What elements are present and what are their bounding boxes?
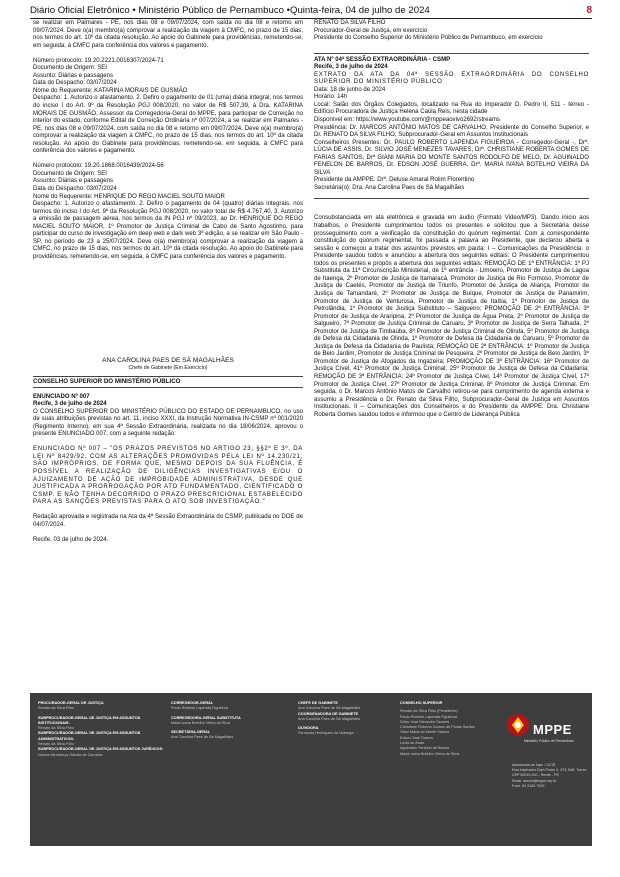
- approval-note: Redação aprovada e registrada na Ata da 4ª Sessão Extraordinária do CSMP, publicada no DOE de 04/07/2024.: [33, 514, 303, 528]
- institution-address: Assessoria de Impr. / UCID Rua Imperador Dom Pedro II, 473, Edif. Torres CEP 50010-240 - Recife - PE Email: ascom@mppe.mp.br Fone: 81 3182-7000: [512, 763, 587, 788]
- footer-item: SUBPROCURADOR-GERAL DE JUSTIÇA EM ASSUNTOS JURÍDICOS: Norma Mendonça Galvão de Carvalho: [38, 747, 164, 757]
- origin-document: Documento de Origem: SEI: [33, 170, 107, 177]
- minutes-body: Consubstanciada em ata eletrônica e gravada em áudio (Formato Video/MP3). Dando início aos trabalhos, o Presidente cumprimentou todos os presentes e solicitou que a Secretária desse prosseguimento com a verificação da constituição do quórum regimental. Com a correspondente constituição do quórum regimental, foi passada a palavra ao Presidente, que declarou aberta a sessão e começou a tratar dos assuntos previstos em pauta: I – Comunicações da Presidência: o Presidente saudou todos e anunciou a abertura dos seguintes editais: O Presidente cumprimentou todos os presentes e propôs a abertura dos seguintes editais: REMOÇÃO DE 1ª ENTRÂNCIA: 1º PJ Substituta da 11ª Circunscrição Ministerial, de 1ª entrância - Limoeiro, Promotor de Justiça de Lagoa de Itaenga, 2º Promotor de Justiça de Itamaracá, Promotor de Justiça de Rio Formoso, Promotor de Justiça de Caetés, Promotor de Justiça de Triunfo, Promotor de Justiça de Aliança, Promotor de Justiça de Tamandaré, 2º Promotor de Justiça de Buíque, Promotor de Justiça de Panamirim, Promotor de Justiça de Venturosa, Promotor de Justiça de Itaíba, 1º Promotor de Justiça de Petrolândia, 1º Promotor de Justiça Substituto – Salgueiro; PROMOÇÃO DE 2ª ENTRÂNCIA: 3º Promotor de Justiça de Araripina, 2º Promotor de Justiça de Água Preta, 2º Promotor de Justiça de Salgueiro, 7º Promotor de Justiça Criminal de Caruaru, 3º Promotor de Justiça de Serra Talhada, 2º Promotor de Justiça de Timbaúba, 8º Promotor de Justiça Criminal de Olinda, 5º Promotor de Justiça de Defesa da Cidadania de Olinda, 1º Promotor de Defesa da Cidadania de Caruaru, 5º Promotor de Justiça de Defesa da Cidadania de Paulista; REMOÇÃO DE 2ª ENTRÂNCIA: 1º Promotor de Justiça de Belo Jardim, Promotor de Justiça Criminal de Pesqueira, 2º Promotor de Justiça de Belo Jardim, 3º Promotor de Justiça de Afogados da Ingazeira; PROMOÇÃO DE 3ª ENTRÂNCIA: 16º Promotor de Justiça Cível, 41º Promotor de Justiça Criminal, 25º Promotor de Justiça de Defesa da Cidadania; REMOÇÃO DE 3ª ENTRÂNCIA: 24º Promotor de Justiça Cível, 14º Promotor de Justiça Cível, 17º Promotor de Justiça Cível, 27º Promotor de Justiça Criminal, 8º Promotor de Justiça Criminal. Em seguida, o Dr. Marcos Antônio Matos de Carvalho retirou-se para cumprimento de agenda externa e assumiu a Presidência o Dr. Renato da Silva Filho, Subprocurador-Geral de Justiça em Assuntos Institucionais. II – Comunicações dos Conselheiros e do Presidente da AMPPE: Dra. Christiane Roberta Gomes saudou todos e informou que o Centro de Liderança Pública: [314, 215, 589, 418]
- place-date: Recife, 03 de julho de 2024.: [33, 536, 109, 543]
- signatory-name: ANA CAROLINA PAES DE SÁ MAGALHÃES: [102, 356, 234, 364]
- subject: Assunto: Diárias e passagens: [33, 178, 113, 185]
- enunciado-title: ENUNCIADO Nº 007: [33, 393, 90, 400]
- footer-item: PROCURADOR-GERAL DE JUSTIÇA Renato da Silva Filho: [38, 701, 104, 711]
- footer-item: OUVIDORA Fernanda Henriques da Nóbrega: [298, 726, 354, 736]
- footer-column-corregedoria: [171, 701, 293, 741]
- amppe-president: Presidente da AMPPE: Drª. Deluse Amaral Rolim Florentino: [314, 177, 475, 184]
- signatory-role-2: Presidente do Conselho Superior do Ministério Público de Pernambuco, em exercício: [314, 35, 543, 42]
- dispatch-date: Data do Despacho: 03/07/2024: [33, 186, 117, 193]
- footer-column-conselho: CONSELHO SUPERIOR Renato da Silva Filho (Presidente) Paulo Roberto Lapenda Figueiroa Sílvio José Menezes Tavares Christiane Roberta Gomes de Farias Santos Giani Maria do Monte Santos Edson José Guerra Lúcia de Assis Aguinaldo Fenelon de Barros Maria Ivana Botelho Vieira da Silva: [400, 701, 480, 757]
- ata-title: ATA Nº 04ª SESSÃO EXTRAORDINÁRIA - CSMP: [314, 56, 451, 63]
- section-heading: CONSELHO SUPERIOR DO MINISTÉRIO PÚBLICO: [33, 376, 303, 388]
- session-location: Local: Salão dos Órgãos Colegiados, localizado na Rua do Imperador D. Pedro II, 511 - térreo - Edifício Procuradora de Justiça Helena Caúla Reis, nesta cidade: [314, 101, 589, 116]
- enunciado-text: ENUNCIADO Nº 007 – "OS PRAZOS PREVISTOS NO ARTIGO 23, §§2º E 3º, DA LEI Nº 8429/92, COM AS ALTERAÇÕES PROMOVIDAS PELA LEI Nº 14.230/21, SÃO IMPRÓPRIOS, DE FORMA QUE, MESMO DEPOIS DA SUA FLUÊNCIA, É POSSÍVEL A REALIZAÇÃO DE DILIGÊNCIAS INVESTIGATIVAS E/OU O AJUIZAMENTO DE AÇÃO DE IMPROBIDADE ADMINISTRATIVA, DESDE QUE JUSTIFICADA A PRORROGAÇÃO POR ATO FUNDAMENTADO, CIENTIFICADO O CSMP. E NÃO TENHA DECORRIDO O PRAZO PRESCRICIONAL ESTABELECIDO PARA AS SANÇÕES PREVISTAS PARA O ATO SOB INVESTIGAÇÃO.": [33, 446, 303, 506]
- presidency: Presidência: Dr. MARCOS ANTÔNIO MATOS DE CARVALHO, Presidente do Conselho Superior, e Dr. RENATO DA SILVA FILHO, Subprocurador-Geral em Assuntos Institucionais: [314, 124, 589, 139]
- page-header: [30, 4, 592, 18]
- stream-link: Disponível em: https://www.youtube.com/@mppeaovivo2692/streams: [314, 117, 500, 124]
- dispatch-text: Despacho: 1. Autorizo o afastamento. 2. Defiro o pagamento de 04 (quatro) diárias integrais, nos termos do inciso I do Art. 9º da Resolução PGJ 008/2020, no valor total de R$ 4.767,40, 3. Autorizo a emissão de passagem aérea, nos termos da IN PGJ nº 09/2023, ao Dr. HENRIQUE DO REGO MACIEL SOUTO MAIOR, 1º Promotor de Justiça Criminal de Cabo de Santo Agostinho, para participar do curso de investigação em deep web e dark web 3ª edição, a se realizar em São Paulo - SP, no período de 23 a 25/07/2024. Deve o(a) membro(a) comprovar a realização da viagem à CMFC, no prazo de 15 dias, nos termos do art. 10º da citada resolução. Ao apoio do Gabinete para providências, remetendo-se, em seguida, à CMFC para conferência dos valores e pagamento.: [33, 201, 303, 260]
- signatory-name: RENATO DA SILVA FILHO: [314, 20, 386, 26]
- protocol-number: Número protocolo: 19.20.1868.0016439/2024-56: [33, 163, 164, 170]
- left-column: [33, 20, 303, 544]
- footer-column-leadership: [38, 701, 166, 758]
- footer-item: CHEFE DE GABINETE Ana Carolina Paes de Sá Magalhães: [298, 701, 361, 711]
- ata-extract-title: EXTRATO DA ATA DA 04ª SESSÃO EXTRAORDINÁRIA DO CONSELHO SUPERIOR DO MINISTÉRIO PÚBLICO: [314, 71, 589, 86]
- page-number: 8: [586, 5, 592, 16]
- signatory-role: Procurador-Geral de Justiça, em exercício: [314, 27, 428, 34]
- dispatch-date: Data do Despacho: 03/07/2024: [33, 80, 117, 87]
- footer-item: CORREGEDOR-GERAL Paulo Roberto Lapenda Figueiroa: [171, 701, 228, 711]
- counselors-present: Conselheiros Presentes: Dr. PAULO ROBERTO LAPENDA FIGUEIROA - Corregedor-Geral -, Drª. LÚCIA DE ASSIS, Dr. SILVIO JOSÉ MENEZES TAVARES, Drª. CHRISTIANE ROBERTA GOMES DE FARIAS SANTOS, Drª GIANI MARIA DO MONTE SANTOS RODOLFO DE MELO, Dr. AGUINALDO FENELON DE BARROS, Dr. EDSON JOSÉ GUERRA, Drª. MARIA IVANA BOTELHO VIEIRA DA SILVA: [314, 139, 589, 176]
- session-time: Horário: 14h: [314, 94, 348, 101]
- paragraph: se realizar em Palmares - PE, nos dias 08 e 09/07/2024, com saída no dia 08 e retorno em 09/07/2024. Deve o(a) membro(a) comprovar a realização da viagem à CMFC, no prazo de 15 dias, nos termos do art. 10º da citada resolução. Ao apoio do Gabinete para providências, remetendo-se, em seguida, à CMFC para conferência dos valores e pagamento.: [33, 20, 303, 49]
- footer-item: SECRETÁRIA-GERAL Ana Carolina Paes de Sá Magalhães: [171, 730, 234, 740]
- footer-item: COORDENADORA DE GABINETE Ana Carolina Paes de Sá Magalhães: [298, 711, 361, 721]
- requester-name: Nome do Requerente: HENRIQUE DO REGO MACIEL SOUTO MAIOR: [33, 193, 225, 200]
- footer-column-gabinete: [298, 701, 394, 737]
- secretary: Secretária(o): Dra. Ana Carolina Paes de Sá Magalhães: [314, 184, 465, 191]
- requester-name: Nome do Requerente: KATARINA MORAIS DE GUSMÃO: [33, 87, 188, 94]
- enunciado-date: Recife, 3 de julho de 2024: [33, 401, 107, 408]
- logo-subtitle: Ministério Público de Pernambuco: [523, 739, 575, 743]
- signatory-role: Chefe de Gabinete (Em Exercício): [128, 364, 208, 371]
- page-footer: [30, 693, 592, 846]
- session-date: Data: 18 de junho de 2024: [314, 86, 386, 93]
- header-rule: [30, 18, 592, 19]
- footer-item: CORREGEDORA-GERAL SUBSTITUTA Maria Ivana Botelho Vieira da Silva: [171, 715, 241, 725]
- protocol-number: Número protocolo: 19.20.2221.0016307/2024-71: [33, 57, 164, 64]
- footer-heading: CONSELHO SUPERIOR: [400, 701, 443, 705]
- logo-wordmark: MPPE: [533, 722, 572, 737]
- footer-item: SUBPROCURADOR-GERAL DE JUSTIÇA EM ASSUNTOS ADMINISTRATIVOS: Renato da Silva Filho: [38, 731, 141, 747]
- signature-block: [33, 357, 303, 372]
- origin-document: Documento de Origem: SEI: [33, 65, 107, 72]
- journal-title: Diário Oficial Eletrônico • Ministério Público de Pernambuco •Quinta-feira, 04 de julho de 2024: [30, 5, 430, 16]
- subject: Assunto: Diárias e passagens: [33, 72, 113, 79]
- enunciado-intro: O CONSELHO SUPERIOR DO MINISTÉRIO PÚBLICO DO ESTADO DE PERNAMBUCO, no uso de suas atribuições previstas no art. 11, inciso XXXI, da Instrução Normativa IN-CSMP nº 001/2020 (Regimento Interno), em sua 4ª Sessão Extraordinária, realizada no dia 18/06/2024, aprovou o presente ENUNCIADO 007, com a seguinte redação:: [33, 408, 303, 438]
- dispatch-text: Despacho: 1. Autorizo o afastamento. 2. Defiro o pagamento de 01 (uma) diária integral, nos termos do inciso I do Art. 9º da Resolução PGJ 008/2020, no valor de R$ 507,39, à Dra. KATARINA MORAIS DE GUSMÃO, Assessor da Corregedoria-Geral do MPPE, para participar de Correição no interior do estado, conforme Edital de Correição Ordinária nº 007/2024, a se realizar em Palmares - PE, nos dias 08 e 09/07/2024, com saída no dia 08 e retorno em 09/07/2024. Deve o(a) membro(a) comprovar a realização da viagem à CMFC, no prazo de 15 dias, nos termos do art. 10º da citada resolução. Ao apoio do Gabinete para providências, remetendo-se, em seguida, à CMFC para conferência dos valores e pagamento.: [33, 95, 303, 155]
- ata-date: Recife, 3 de julho de 2024: [314, 64, 388, 71]
- footer-item: SUBPROCURADOR-GERAL DE JUSTIÇA EM ASSUNTOS INSTITUCIONAIS: Renato da Silva Filho: [38, 715, 141, 731]
- right-column: [314, 20, 589, 419]
